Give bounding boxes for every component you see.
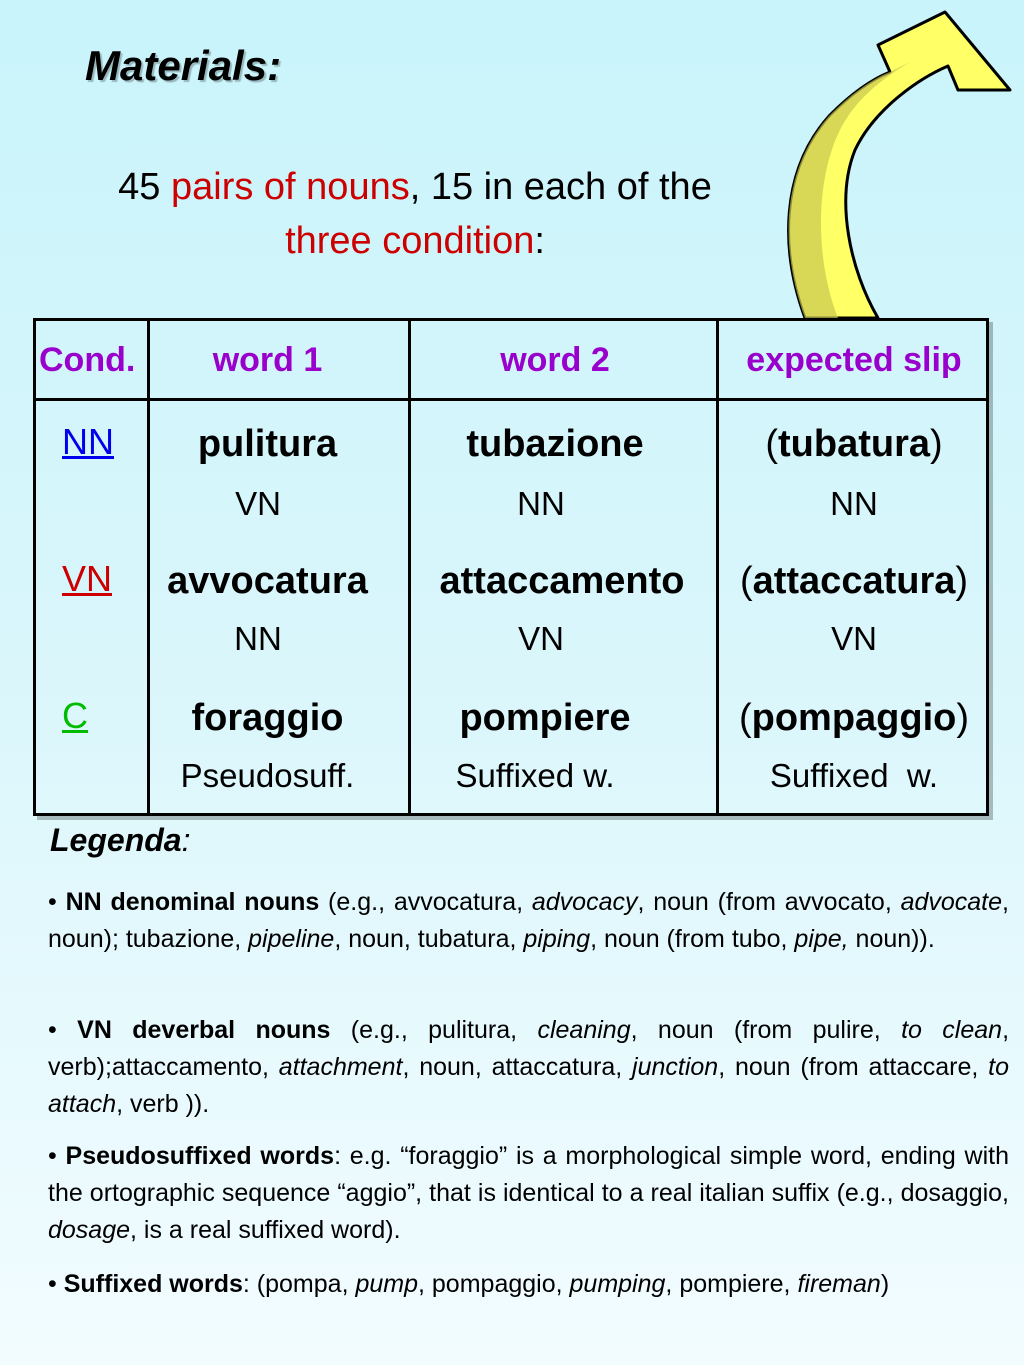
legend-gloss: to clean: [901, 1016, 1003, 1044]
legend-gloss: pump: [355, 1270, 419, 1298]
cond-nn: NN: [62, 421, 114, 462]
legend-text: ): [880, 1270, 890, 1298]
legend-text: , noun (from pulire,: [630, 1016, 902, 1044]
legend-text: , noun (from attaccare,: [718, 1053, 989, 1081]
paren-open: (: [739, 560, 753, 602]
page-title: Materials:: [85, 42, 282, 89]
slip-type: NN: [830, 485, 878, 522]
legend-text: (e.g., pulitura,: [330, 1016, 538, 1044]
bullet: •: [48, 1270, 57, 1298]
slip-word: attaccatura: [752, 560, 956, 602]
legend-gloss: piping: [523, 925, 591, 953]
legend-text: : e.g. “foraggio” is a morphological simple word, ending with the ortographic sequence “aggio”, that is identical to a real italian suffix (e.g., dosaggio,: [48, 1142, 1010, 1207]
slip-tubatura: [719, 423, 989, 466]
subtitle-middle: , 15 in each of the: [409, 166, 712, 208]
word1-pulitura: pulitura: [197, 423, 338, 465]
paren-open: (: [738, 697, 752, 739]
subtitle-suffix: :: [534, 220, 545, 262]
legend-gloss: pumping: [569, 1270, 666, 1298]
paren-close: ): [930, 423, 943, 465]
legend-term: NN denominal nouns: [65, 888, 320, 916]
legend-text: , noun); tubazione,: [48, 888, 1009, 953]
table-header-divider: [36, 398, 986, 401]
word1-foraggio: foraggio: [191, 697, 344, 739]
word1-type: NN: [234, 620, 282, 657]
legend-gloss: advocacy: [531, 888, 638, 916]
word2-attaccamento: attaccamento: [439, 560, 685, 602]
legend-text: noun)).: [848, 925, 935, 953]
word1-type: Pseudosuff.: [180, 757, 355, 794]
word2-type: VN: [518, 620, 564, 657]
legend-item-suffixed: [48, 1266, 1009, 1303]
materials-table: [33, 318, 989, 816]
header-cond: Cond.: [39, 341, 136, 379]
header-expected-slip: expected slip: [746, 341, 962, 379]
legend-colon: :: [181, 822, 191, 858]
word1-type: VN: [235, 485, 281, 522]
subtitle-highlight-pairs: pairs of nouns: [171, 166, 410, 208]
legend-gloss: attachment: [278, 1053, 403, 1081]
legend-text: , noun (from tubo,: [590, 925, 795, 953]
legend-gloss: dosage: [48, 1216, 131, 1244]
legend-title: [50, 822, 190, 859]
legend-item-pseudosuffixed: [48, 1138, 1009, 1249]
legend-gloss: fireman: [797, 1270, 881, 1298]
legend-text: , noun, tubatura,: [334, 925, 524, 953]
legend-text: : (pompa,: [242, 1270, 356, 1298]
word2-tubazione: tubazione: [466, 423, 644, 465]
legend-text: , noun, attaccatura,: [402, 1053, 633, 1081]
subtitle-prefix: 45: [118, 166, 171, 208]
legend-item-nn: [48, 884, 1009, 958]
legend-gloss: advocate: [900, 888, 1003, 916]
legend-gloss: to attach: [48, 1053, 1009, 1118]
word2-type: NN: [517, 485, 565, 522]
legend-title-text: Legenda: [50, 822, 182, 858]
slip-word: pompaggio: [751, 697, 957, 739]
subtitle-highlight-conditions: three condition: [285, 220, 535, 262]
legend-gloss: pipe,: [794, 925, 849, 953]
legend-text: , verb )).: [116, 1090, 210, 1118]
bullet: •: [48, 1016, 57, 1044]
subtitle: [40, 160, 790, 268]
slip-type: VN: [831, 620, 877, 657]
cond-vn: VN: [62, 558, 113, 599]
legend-text: (e.g., avvocatura,: [319, 888, 532, 916]
paren-open: (: [765, 423, 778, 465]
legend-text: , verb);attaccamento,: [48, 1016, 1010, 1081]
slip-word: tubatura: [778, 423, 930, 465]
cond-c: C: [62, 695, 88, 736]
bullet: •: [48, 1142, 57, 1170]
bullet: •: [48, 888, 57, 916]
header-word2: word 2: [500, 341, 610, 379]
legend-gloss: cleaning: [537, 1016, 631, 1044]
legend-term: Suffixed words: [63, 1270, 243, 1298]
curved-arrow-icon: [760, 0, 1024, 330]
legend-gloss: junction: [632, 1053, 719, 1081]
paren-close: ): [956, 697, 970, 739]
paren-close: ): [955, 560, 969, 602]
legend-text: , pompiere,: [665, 1270, 798, 1298]
word1-avvocatura: avvocatura: [167, 560, 368, 602]
slip-type: Suffixed w.: [769, 757, 939, 794]
slip-attaccatura: [719, 560, 989, 603]
legend-term: VN deverbal nouns: [77, 1016, 331, 1044]
legend-text: , pompaggio,: [418, 1270, 570, 1298]
word2-type: Suffixed w.: [455, 757, 615, 794]
header-word1: word 1: [212, 341, 323, 379]
slip-pompaggio: [719, 697, 989, 740]
legend-text: , noun (from avvocato,: [637, 888, 901, 916]
legend-gloss: pipeline: [248, 925, 335, 953]
word2-pompiere: pompiere: [459, 697, 631, 739]
legend-text: , is a real suffixed word).: [130, 1216, 401, 1244]
legend-term: Pseudosuffixed words: [65, 1142, 335, 1170]
legend-item-vn: [48, 1012, 1009, 1123]
